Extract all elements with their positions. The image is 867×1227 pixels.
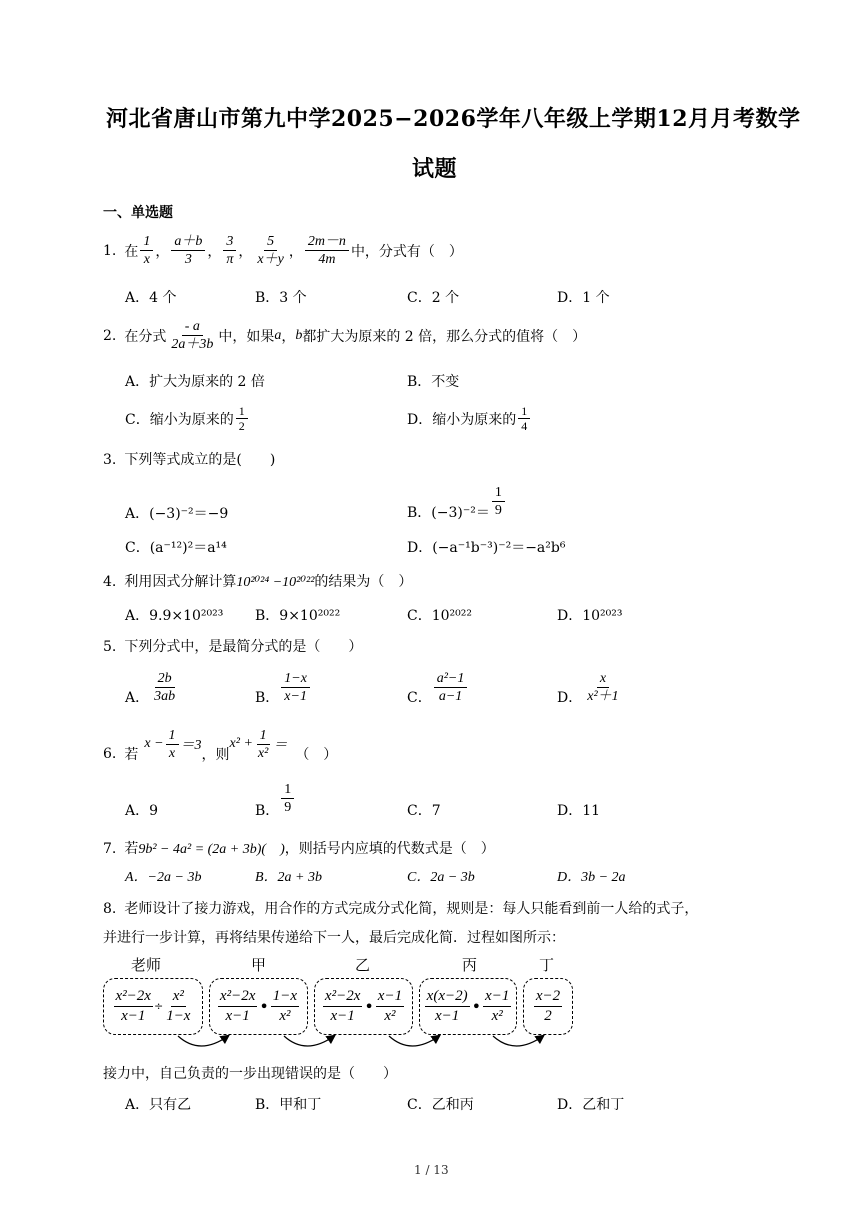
relay-arrow [284,1036,334,1046]
option-d: D．缩小为原来的 $\frac{1}{4}$ [407,404,532,433]
option-d: D．(−a⁻¹b⁻³)⁻²＝−a²b⁶ [407,540,566,556]
option-a: A．扩大为原来的 2 倍 [125,374,265,390]
fraction: $\frac{5}{x+y}$ [257,234,284,267]
option-c: C．2a − 3b [407,870,475,885]
option-a: A．(−3)⁻²＝−9 [125,506,229,522]
option-d: D．乙和丁 [557,1097,625,1113]
option-d: D．10²⁰²³ [557,608,623,624]
option-a: A．9 [125,803,159,819]
option-d: D．3b − 2a [557,870,626,885]
option-d: D．11 [557,803,601,819]
relay-name-yi: 乙 [355,956,371,974]
relay-arrow [178,1036,228,1046]
page-title: 河北省唐山市第九中学2025−2026学年八年级上学期12月月考数学 [106,106,801,132]
fraction: $\frac{1}{x}$ [140,233,153,268]
option-c: C． $\frac{\text{a²−1}}{a-1}$ [407,667,469,707]
relay-box-bing: $\frac{x(x-2)}{x-1}$ • $\frac{x-1}{\text{x²}}$ [419,978,517,1035]
question-text: 在 [124,243,139,260]
fraction: $\frac{3}{\pi}$ [223,233,236,268]
question-1: 1. 在 $\frac{1}{x}$ ， $\frac{a+b}{3}$ ， $\frac{3}{\pi}$ ， $\frac{5}{x+y}$ ， $\frac{2m-n}{4m}$ 中，分式有（ ） [103,234,463,267]
relay-box-jia: $\frac{\text{x²−2x}}{x-1}$ • $\frac{1-x}{\text{x²}}$ [209,978,308,1035]
option-c: C．(a⁻¹²)²＝a¹⁴ [125,540,227,556]
question-3: 3. 下列等式成立的是( ) [103,452,276,468]
question-8-prompt: 接力中，自己负责的一步出现错误的是（ ） [103,1066,397,1082]
option-c: C．缩小为原来的 $\frac{1}{2}$ [125,404,250,433]
section-heading: 一、单选题 [103,205,173,221]
option-b: B．(−3)⁻²＝ $\frac{1}{9}$ [407,480,507,522]
relay-box-teacher: $\frac{\text{x²−2x}}{x-1}$ ÷ $\frac{\text{x²}}{1-x}$ [103,978,203,1035]
question-8-line2: 并进行一步计算，再将结果传递给下一人，最后完成化简．过程如图所示： [103,930,565,946]
option-b: B． $\frac{1}{9}$ [255,776,296,820]
page-number: 1 / 13 [414,1163,449,1177]
option-c: C．10²⁰²² [407,608,472,624]
question-number: 1. [103,242,117,259]
fraction: $\frac{- a}{2a+3b}$ [171,319,214,352]
fraction: $\frac{2m-n}{4m}$ [305,233,349,268]
option-b: B．2a + 3b [255,870,322,885]
option-a: A．9.9×10²⁰²³ [125,608,224,624]
relay-box-yi: $\frac{\text{x²−2x}}{x-1}$ • $\frac{x-1}{\text{x²}}$ [314,978,413,1035]
relay-name-ding: 丁 [539,956,555,974]
option-a: A． $\frac{2b}{3ab}$ [125,670,176,706]
option-a: A．4 个 [125,290,177,306]
option-b: B．不变 [407,374,460,390]
question-7: 7. 若9b² − 4a² = (2a + 3b)( )，则括号内应填的代数式是（ ） [103,841,495,857]
option-a: A．只有乙 [125,1097,192,1113]
question-5: 5. 下列分式中，是最简分式的是（ ） [103,639,363,655]
option-b: B．9×10²⁰²² [255,608,341,624]
relay-arrow [493,1036,543,1046]
relay-arrow [389,1036,439,1046]
option-b: B． $\frac{1-x}{x-1}$ [255,667,312,707]
relay-arrows [100,1030,580,1058]
relay-name-jia: 甲 [251,956,267,974]
relay-box-ding: $\frac{x-2}{2}$ [523,978,573,1035]
option-c: C．2 个 [407,290,460,306]
question-text: 中，分式有（ ） [350,243,463,260]
option-c: C．乙和丙 [407,1097,474,1113]
option-b: B．3 个 [255,290,307,306]
relay-name-teacher: 老师 [131,956,162,974]
question-8: 8. 老师设计了接力游戏，用合作的方式完成分式化简，规则是：每人只能看到前一人给的式子， [103,901,699,917]
question-4: 4. 利用因式分解计算10²⁰²⁴ −10²⁰²²的结果为（ ） [103,574,413,590]
option-a: A．−2a − 3b [125,870,202,885]
option-c: C．7 [407,803,441,819]
question-2: 2. 在分式 $\frac{- a}{2a+3b}$ 中，如果 a ， b 都扩大为原来的 2 倍，那么分式的值将（ ） [103,319,587,352]
fraction: $\frac{a+b}{3}$ [171,233,205,268]
page-title-line2: 试题 [412,156,458,182]
option-b: B．甲和丁 [255,1097,322,1113]
option-d: D． $\frac{x}{\text{x²＋1}}$ [557,670,619,706]
relay-name-bing: 丙 [462,956,478,974]
option-d: D．1 个 [557,290,610,306]
question-6: 6. 若 x − $\frac{1}{x}$ ＝3 ，则 x² + $\frac{1}{\text{x²}}$ ＝ （ ） [103,727,338,763]
